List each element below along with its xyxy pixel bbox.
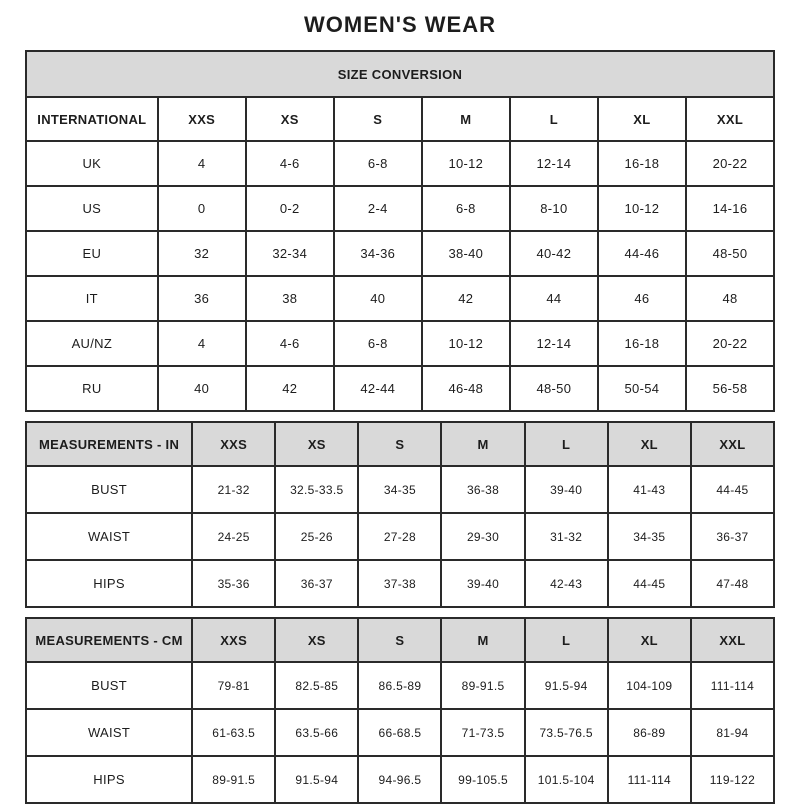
size-value: 38-40 xyxy=(422,231,510,276)
column-header: XXS xyxy=(192,422,275,466)
size-value: 38 xyxy=(246,276,334,321)
measurements-cm-table xyxy=(25,617,775,804)
row-label: IT xyxy=(26,276,158,321)
row-label: HIPS xyxy=(26,756,192,803)
column-header: XL xyxy=(608,618,691,662)
size-value: 12-14 xyxy=(510,321,598,366)
table-row-hips-cm xyxy=(26,756,774,803)
column-header: XL xyxy=(598,97,686,141)
size-value: 10-12 xyxy=(422,321,510,366)
measurement-value: 37-38 xyxy=(358,560,441,607)
measurement-value: 99-105.5 xyxy=(441,756,524,803)
measurement-value: 89-91.5 xyxy=(192,756,275,803)
size-value: 48 xyxy=(686,276,774,321)
column-header: XXS xyxy=(158,97,246,141)
column-header: XXL xyxy=(691,422,774,466)
size-value: 32 xyxy=(158,231,246,276)
size-value: 20-22 xyxy=(686,321,774,366)
table-row-eu xyxy=(26,231,774,276)
measurement-value: 71-73.5 xyxy=(441,709,524,756)
row-label: HIPS xyxy=(26,560,192,607)
row-label: WAIST xyxy=(26,709,192,756)
size-value: 8-10 xyxy=(510,186,598,231)
measurement-value: 29-30 xyxy=(441,513,524,560)
size-value: 0 xyxy=(158,186,246,231)
measurement-value: 89-91.5 xyxy=(441,662,524,709)
size-value: 48-50 xyxy=(686,231,774,276)
size-value: 48-50 xyxy=(510,366,598,411)
measurement-value: 44-45 xyxy=(608,560,691,607)
measurement-value: 111-114 xyxy=(691,662,774,709)
size-value: 6-8 xyxy=(334,141,422,186)
measurement-value: 21-32 xyxy=(192,466,275,513)
measurement-value: 73.5-76.5 xyxy=(525,709,608,756)
measurement-value: 44-45 xyxy=(691,466,774,513)
size-value: 6-8 xyxy=(334,321,422,366)
measurement-value: 34-35 xyxy=(608,513,691,560)
size-value: 42-44 xyxy=(334,366,422,411)
column-header: S xyxy=(358,422,441,466)
size-conversion-banner-row xyxy=(26,51,774,97)
column-header: XL xyxy=(608,422,691,466)
measurement-value: 94-96.5 xyxy=(358,756,441,803)
table-row-ru xyxy=(26,366,774,411)
measurement-value: 36-37 xyxy=(691,513,774,560)
column-header: XS xyxy=(246,97,334,141)
measurement-value: 47-48 xyxy=(691,560,774,607)
row-label: UK xyxy=(26,141,158,186)
measurement-value: 35-36 xyxy=(192,560,275,607)
row-label: WAIST xyxy=(26,513,192,560)
size-value: 34-36 xyxy=(334,231,422,276)
size-value: 42 xyxy=(422,276,510,321)
column-header: S xyxy=(334,97,422,141)
size-value: 56-58 xyxy=(686,366,774,411)
measurement-value: 61-63.5 xyxy=(192,709,275,756)
table-row-it xyxy=(26,276,774,321)
measurement-value: 86-89 xyxy=(608,709,691,756)
row-label: RU xyxy=(26,366,158,411)
measurement-value: 34-35 xyxy=(358,466,441,513)
table-row-us xyxy=(26,186,774,231)
column-header: XXL xyxy=(686,97,774,141)
measurement-value: 32.5-33.5 xyxy=(275,466,358,513)
row-label: EU xyxy=(26,231,158,276)
size-value: 16-18 xyxy=(598,141,686,186)
size-value: 14-16 xyxy=(686,186,774,231)
page-title: WOMEN'S WEAR xyxy=(304,12,496,37)
size-value: 36 xyxy=(158,276,246,321)
size-value: 44 xyxy=(510,276,598,321)
measurement-value: 36-38 xyxy=(441,466,524,513)
column-header: XS xyxy=(275,422,358,466)
size-value: 20-22 xyxy=(686,141,774,186)
measurement-value: 79-81 xyxy=(192,662,275,709)
column-header: INTERNATIONAL xyxy=(26,97,158,141)
size-value: 6-8 xyxy=(422,186,510,231)
size-value: 50-54 xyxy=(598,366,686,411)
measurement-value: 24-25 xyxy=(192,513,275,560)
row-label: BUST xyxy=(26,662,192,709)
measurement-value: 63.5-66 xyxy=(275,709,358,756)
measurement-value: 41-43 xyxy=(608,466,691,513)
measurement-value: 101.5-104 xyxy=(525,756,608,803)
size-value: 4 xyxy=(158,321,246,366)
measurement-value: 25-26 xyxy=(275,513,358,560)
size-value: 4-6 xyxy=(246,141,334,186)
column-header: XXL xyxy=(691,618,774,662)
column-header: M xyxy=(441,618,524,662)
column-header: L xyxy=(525,422,608,466)
table-row-bust-cm xyxy=(26,662,774,709)
table-row-uk xyxy=(26,141,774,186)
table-row-hips-in xyxy=(26,560,774,607)
size-value: 16-18 xyxy=(598,321,686,366)
measurement-value: 104-109 xyxy=(608,662,691,709)
table-row-bust-in xyxy=(26,466,774,513)
measurement-value: 36-37 xyxy=(275,560,358,607)
size-value: 46-48 xyxy=(422,366,510,411)
column-header: S xyxy=(358,618,441,662)
measurement-value: 111-114 xyxy=(608,756,691,803)
row-label: US xyxy=(26,186,158,231)
size-value: 0-2 xyxy=(246,186,334,231)
row-label: BUST xyxy=(26,466,192,513)
size-value: 12-14 xyxy=(510,141,598,186)
measurements-in-table xyxy=(25,421,775,608)
measurement-value: 119-122 xyxy=(691,756,774,803)
column-header: M xyxy=(422,97,510,141)
column-header: MEASUREMENTS - CM xyxy=(26,618,192,662)
measurement-value: 82.5-85 xyxy=(275,662,358,709)
measurement-value: 81-94 xyxy=(691,709,774,756)
measurements-in-header-row xyxy=(26,422,774,466)
column-header: XXS xyxy=(192,618,275,662)
size-value: 44-46 xyxy=(598,231,686,276)
table-row-aunz xyxy=(26,321,774,366)
measurement-value: 91.5-94 xyxy=(275,756,358,803)
column-header: L xyxy=(510,97,598,141)
size-value: 42 xyxy=(246,366,334,411)
size-value: 46 xyxy=(598,276,686,321)
size-value: 10-12 xyxy=(422,141,510,186)
size-value: 32-34 xyxy=(246,231,334,276)
size-value: 4-6 xyxy=(246,321,334,366)
column-header: L xyxy=(525,618,608,662)
table-row-waist-in xyxy=(26,513,774,560)
size-value: 40 xyxy=(158,366,246,411)
column-header: M xyxy=(441,422,524,466)
size-conversion-title: SIZE CONVERSION xyxy=(26,51,774,97)
measurement-value: 39-40 xyxy=(441,560,524,607)
measurement-value: 31-32 xyxy=(525,513,608,560)
measurement-value: 42-43 xyxy=(525,560,608,607)
table-row-waist-cm xyxy=(26,709,774,756)
size-value: 40 xyxy=(334,276,422,321)
measurements-cm-header-row xyxy=(26,618,774,662)
measurement-value: 66-68.5 xyxy=(358,709,441,756)
measurement-value: 39-40 xyxy=(525,466,608,513)
size-value: 2-4 xyxy=(334,186,422,231)
size-value: 40-42 xyxy=(510,231,598,276)
measurement-value: 27-28 xyxy=(358,513,441,560)
size-value: 10-12 xyxy=(598,186,686,231)
column-header: MEASUREMENTS - IN xyxy=(26,422,192,466)
size-conversion-header-row xyxy=(26,97,774,141)
size-conversion-table xyxy=(25,50,775,412)
size-value: 4 xyxy=(158,141,246,186)
column-header: XS xyxy=(275,618,358,662)
row-label: AU/NZ xyxy=(26,321,158,366)
measurement-value: 86.5-89 xyxy=(358,662,441,709)
measurement-value: 91.5-94 xyxy=(525,662,608,709)
